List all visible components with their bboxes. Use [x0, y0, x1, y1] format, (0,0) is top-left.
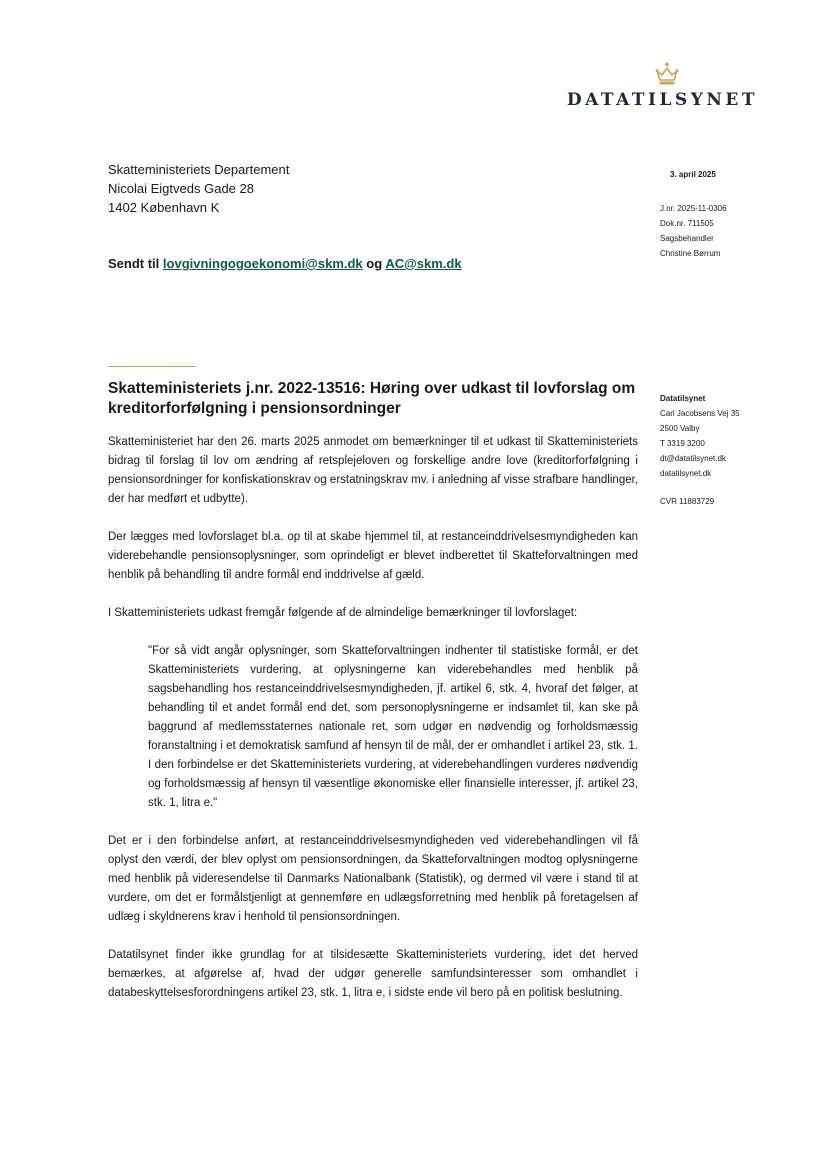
- crown-icon: [654, 62, 680, 86]
- sender-city: 2500 Valby: [660, 424, 700, 433]
- sender-address: [660, 391, 740, 509]
- sent-to-line: [108, 256, 462, 271]
- reference-block: [660, 201, 727, 261]
- letter-date: 3. april 2025: [670, 170, 716, 179]
- case-handler-name: Christine Børrum: [660, 249, 721, 258]
- sender-cvr: CVR 11883729: [660, 497, 715, 506]
- body-paragraph-2: Der lægges med lovforslaget bl.a. op til at skabe hjemmel til, at restanceinddrivelsesmyndigheden kan viderebehandle pensionsoplysninger, som oprindeligt er blevet indberettet til Skatteforvaltningen med henblik på behandling til andre formål end inddrivelse af gæld.: [108, 531, 638, 581]
- body-paragraph-3: I Skatteministeriets udkast fremgår følgende af de almindelige bemærkninger til lovforslaget:: [108, 607, 578, 619]
- body-paragraph-1: Skatteministeriet har den 26. marts 2025 anmodet om bemærkninger til et udkast til Skatteministeriets bidrag til forslag til lov om ændring af retsplejeloven og forskellige andre love (kreditorforfølgning i pensionsordninger for konfiskationskrav og erstatningskrav mv. i anledning af visse strafbare handlinger, der har medført et udbytte).: [108, 436, 638, 505]
- sender-phone: T 3319 3200: [660, 439, 705, 448]
- sender-street: Carl Jacobsens Vej 35: [660, 409, 740, 418]
- document-number: Dok.nr. 711505: [660, 219, 714, 228]
- body-quote: "For så vidt angår oplysninger, som Skatteforvaltningen indhenter til statistiske formål, er det Skatteministeriets vurdering, at oplysningerne kan viderebehandles med henblik på sagsbehandling hos restanceinddrivelsesmyndigheden, jf. artikel 6, stk. 4, hvoraf det følger, at behandling til et andet formål end det, som personoplysningerne er indsamlet til, kan ske på baggrund af medlemsstaternes nationale ret, som udgør en nødvendig og forholdsmæssig foranstaltning i et demokratisk samfund af hensyn til de mål, der er omhandlet i artikel 23, stk. 1. I den forbindelse er det Skatteministeriets vurdering, at viderebehandlingen vurderes nødvendig og forholdsmæssig af hensyn til væsentlige økonomiske eller finansielle interesser, jf. artikel 23, stk. 1, litra e.": [148, 645, 638, 809]
- journal-number: J.nr. 2025-11-0306: [660, 204, 727, 213]
- recipient-street: Nicolai Eigtveds Gade 28: [108, 181, 254, 196]
- sent-connector: og: [366, 256, 383, 271]
- email-link-lovgivning[interactable]: lovgivningogoekonomi@skm.dk: [162, 256, 363, 271]
- body-paragraph-5: Datatilsynet finder ikke grundlag for at tilsidesætte Skatteministeriets vurdering, idet det herved bemærkes, at afgørelse af, hvad der udgør generelle samfundsinteresser som omhandlet i databeskyttelsesforordningens artikel 23, stk. 1, litra e, i sidste ende vil bero på en politisk beslutning.: [108, 949, 638, 999]
- letter-body: [108, 433, 638, 1022]
- sender-email[interactable]: dt@datatilsynet.dk: [660, 454, 726, 463]
- email-link-ac[interactable]: AC@skm.dk: [385, 256, 462, 271]
- case-handler-label: Sagsbehandler: [660, 234, 714, 243]
- recipient-address: [108, 160, 289, 217]
- sent-prefix: Sendt til: [108, 256, 160, 271]
- recipient-name: Skatteministeriets Departement: [108, 162, 290, 177]
- body-paragraph-4: Det er i den forbindelse anført, at restanceinddrivelsesmyndigheden ved viderebehandlingen vil få oplyst den værdi, der blev oplyst om pensionsordningen, da Skatteforvaltningen modtog oplysningerne med henblik på videresendelse til Danmarks Nationalbank (Statistik), og dermed vil være i stand til at vurdere, om det er formålstjenligt at gennemføre en udlægsforretning med henblik på foretagelsen af udlæg i skyldnerens krav i henhold til pensionsordningen.: [108, 835, 638, 923]
- logo-text: DATATILSYNET: [566, 90, 758, 110]
- accent-divider: [108, 366, 196, 367]
- letter-title: Skatteministeriets j.nr. 2022-13516: Høring over udkast til lovforslag om kreditorforfølgning i pensionsordninger: [108, 380, 636, 417]
- sender-website[interactable]: datatilsynet.dk: [660, 469, 712, 478]
- sender-name: Datatilsynet: [660, 394, 706, 403]
- recipient-city: 1402 København K: [108, 200, 220, 215]
